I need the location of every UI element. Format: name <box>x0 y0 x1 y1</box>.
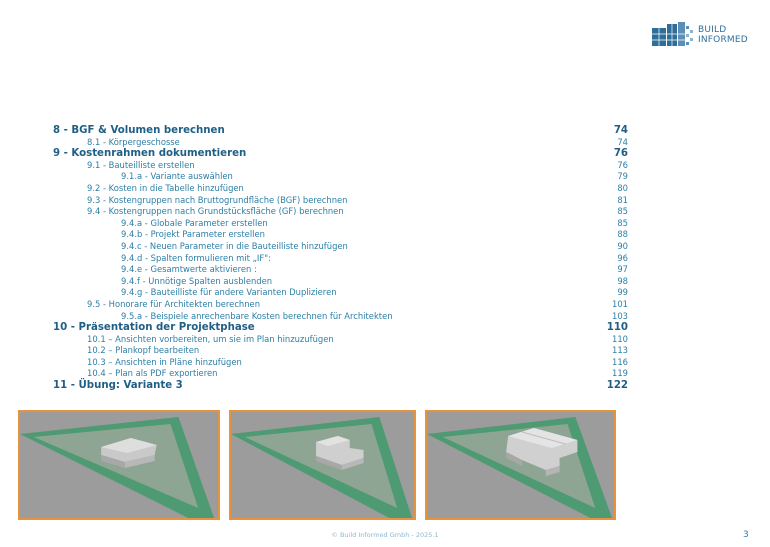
site-thumbnail-1 <box>18 410 220 520</box>
toc-entry-page: 113 <box>612 345 628 356</box>
toc-entry-label: 9.4.b - Projekt Parameter erstellen <box>121 229 265 240</box>
toc-entry-label: 9.1.a - Variante auswählen <box>121 171 233 182</box>
grid-logo-icon <box>652 22 694 46</box>
toc-entry-page: 97 <box>617 264 628 275</box>
toc-entry-label: 9.2 - Kosten in die Tabelle hinzufügen <box>87 182 244 193</box>
toc-entry[interactable] <box>53 276 628 288</box>
toc-entry[interactable] <box>53 171 628 183</box>
toc-entry[interactable] <box>53 137 628 149</box>
toc-entry-label: 10.2 – Plankopf bearbeiten <box>87 345 200 356</box>
toc-entry-label: 9.4.c - Neuen Parameter in die Bauteilliste hinzufügen <box>121 240 348 251</box>
toc-entry-page: 79 <box>617 171 628 182</box>
toc-entry[interactable] <box>53 229 628 241</box>
toc-entry[interactable] <box>53 183 628 195</box>
toc-entry-page: 76 <box>613 148 628 160</box>
site-thumbnail-3 <box>425 410 616 520</box>
toc-entry-page: 101 <box>612 298 628 309</box>
toc-entry[interactable] <box>53 125 628 137</box>
toc-entry[interactable] <box>53 160 628 172</box>
toc-entry[interactable] <box>53 195 628 207</box>
toc-entry-label: 9.4.a - Globale Parameter erstellen <box>121 217 268 228</box>
toc-entry-label: 8.1 - Körpergeschosse <box>87 136 180 147</box>
toc-entry-page: 110 <box>612 333 628 344</box>
toc-entry-page: 85 <box>617 217 628 228</box>
footer-copyright: © Build Informed Gmbh - 2025.1 <box>331 531 439 539</box>
toc-entry-label: 9.4.f - Unnötige Spalten ausblenden <box>121 275 273 286</box>
toc-entry-label: 9.5.a - Beispiele anrechenbare Kosten berechnen für Architekten <box>121 310 393 321</box>
toc-entry-page: 110 <box>606 322 628 334</box>
brand-line-1: BUILD <box>698 25 727 35</box>
toc-entry-label: 11 - Übung: Variante 3 <box>53 380 183 392</box>
toc-entry-label: 9 - Kostenrahmen dokumentieren <box>53 148 247 160</box>
toc-entry[interactable] <box>53 241 628 253</box>
toc-entry-label: 9.4.g - Bauteilliste für andere Varianten Duplizieren <box>121 287 337 298</box>
toc-entry-label: 9.3 - Kostengruppen nach Bruttogrundfläche (BGF) berechnen <box>87 194 348 205</box>
toc-entry-page: 85 <box>617 206 628 217</box>
toc-entry-label: 9.4.d - Spalten formulieren mit „IF": <box>121 252 271 263</box>
toc-entry-page: 90 <box>617 240 628 251</box>
toc-entry-label: 9.1 - Bauteilliste erstellen <box>87 159 195 170</box>
brand-logo <box>652 22 757 48</box>
toc-entry[interactable] <box>53 311 628 323</box>
toc-entry-page: 81 <box>617 194 628 205</box>
site-thumbnail-2 <box>229 410 416 520</box>
table-of-contents <box>53 125 628 392</box>
toc-entry[interactable] <box>53 357 628 369</box>
toc-entry-label: 10.4 – Plan als PDF exportieren <box>87 368 218 379</box>
toc-entry-page: 74 <box>617 136 628 147</box>
toc-entry[interactable] <box>53 380 628 392</box>
toc-entry-page: 119 <box>612 368 628 379</box>
toc-entry-page: 122 <box>606 380 628 392</box>
toc-entry-label: 9.4 - Kostengruppen nach Grundstücksfläche (GF) berechnen <box>87 206 344 217</box>
page-number: 3 <box>743 530 749 540</box>
toc-entry[interactable] <box>53 264 628 276</box>
toc-entry[interactable] <box>53 253 628 265</box>
toc-entry[interactable] <box>53 287 628 299</box>
brand-name <box>698 25 748 45</box>
toc-entry-page: 98 <box>617 275 628 286</box>
toc-entry[interactable] <box>53 218 628 230</box>
toc-entry-label: 10.1 – Ansichten vorbereiten, um sie im Plan hinzuzufügen <box>87 333 334 344</box>
toc-entry-page: 99 <box>617 287 628 298</box>
toc-entry[interactable] <box>53 368 628 380</box>
toc-entry-label: 9.5 - Honorare für Architekten berechnen <box>87 298 261 309</box>
toc-entry-page: 116 <box>612 356 628 367</box>
toc-entry[interactable] <box>53 334 628 346</box>
toc-entry-page: 80 <box>617 182 628 193</box>
toc-entry[interactable] <box>53 206 628 218</box>
toc-entry-label: 8 - BGF & Volumen berechnen <box>53 125 225 136</box>
toc-entry-page: 96 <box>617 252 628 263</box>
toc-entry-page: 76 <box>617 159 628 170</box>
toc-entry-label: 9.4.e - Gesamtwerte aktivieren : <box>121 264 257 275</box>
brand-line-2: INFORMED <box>698 35 748 45</box>
toc-entry-page: 103 <box>612 310 628 321</box>
toc-entry-label: 10 - Präsentation der Projektphase <box>53 322 255 334</box>
toc-entry[interactable] <box>53 148 628 160</box>
toc-entry[interactable] <box>53 322 628 334</box>
toc-entry[interactable] <box>53 299 628 311</box>
toc-entry[interactable] <box>53 345 628 357</box>
toc-entry-label: 10.3 – Ansichten in Pläne hinzufügen <box>87 356 242 367</box>
toc-entry-page: 88 <box>617 229 628 240</box>
toc-entry-page: 74 <box>613 125 628 136</box>
